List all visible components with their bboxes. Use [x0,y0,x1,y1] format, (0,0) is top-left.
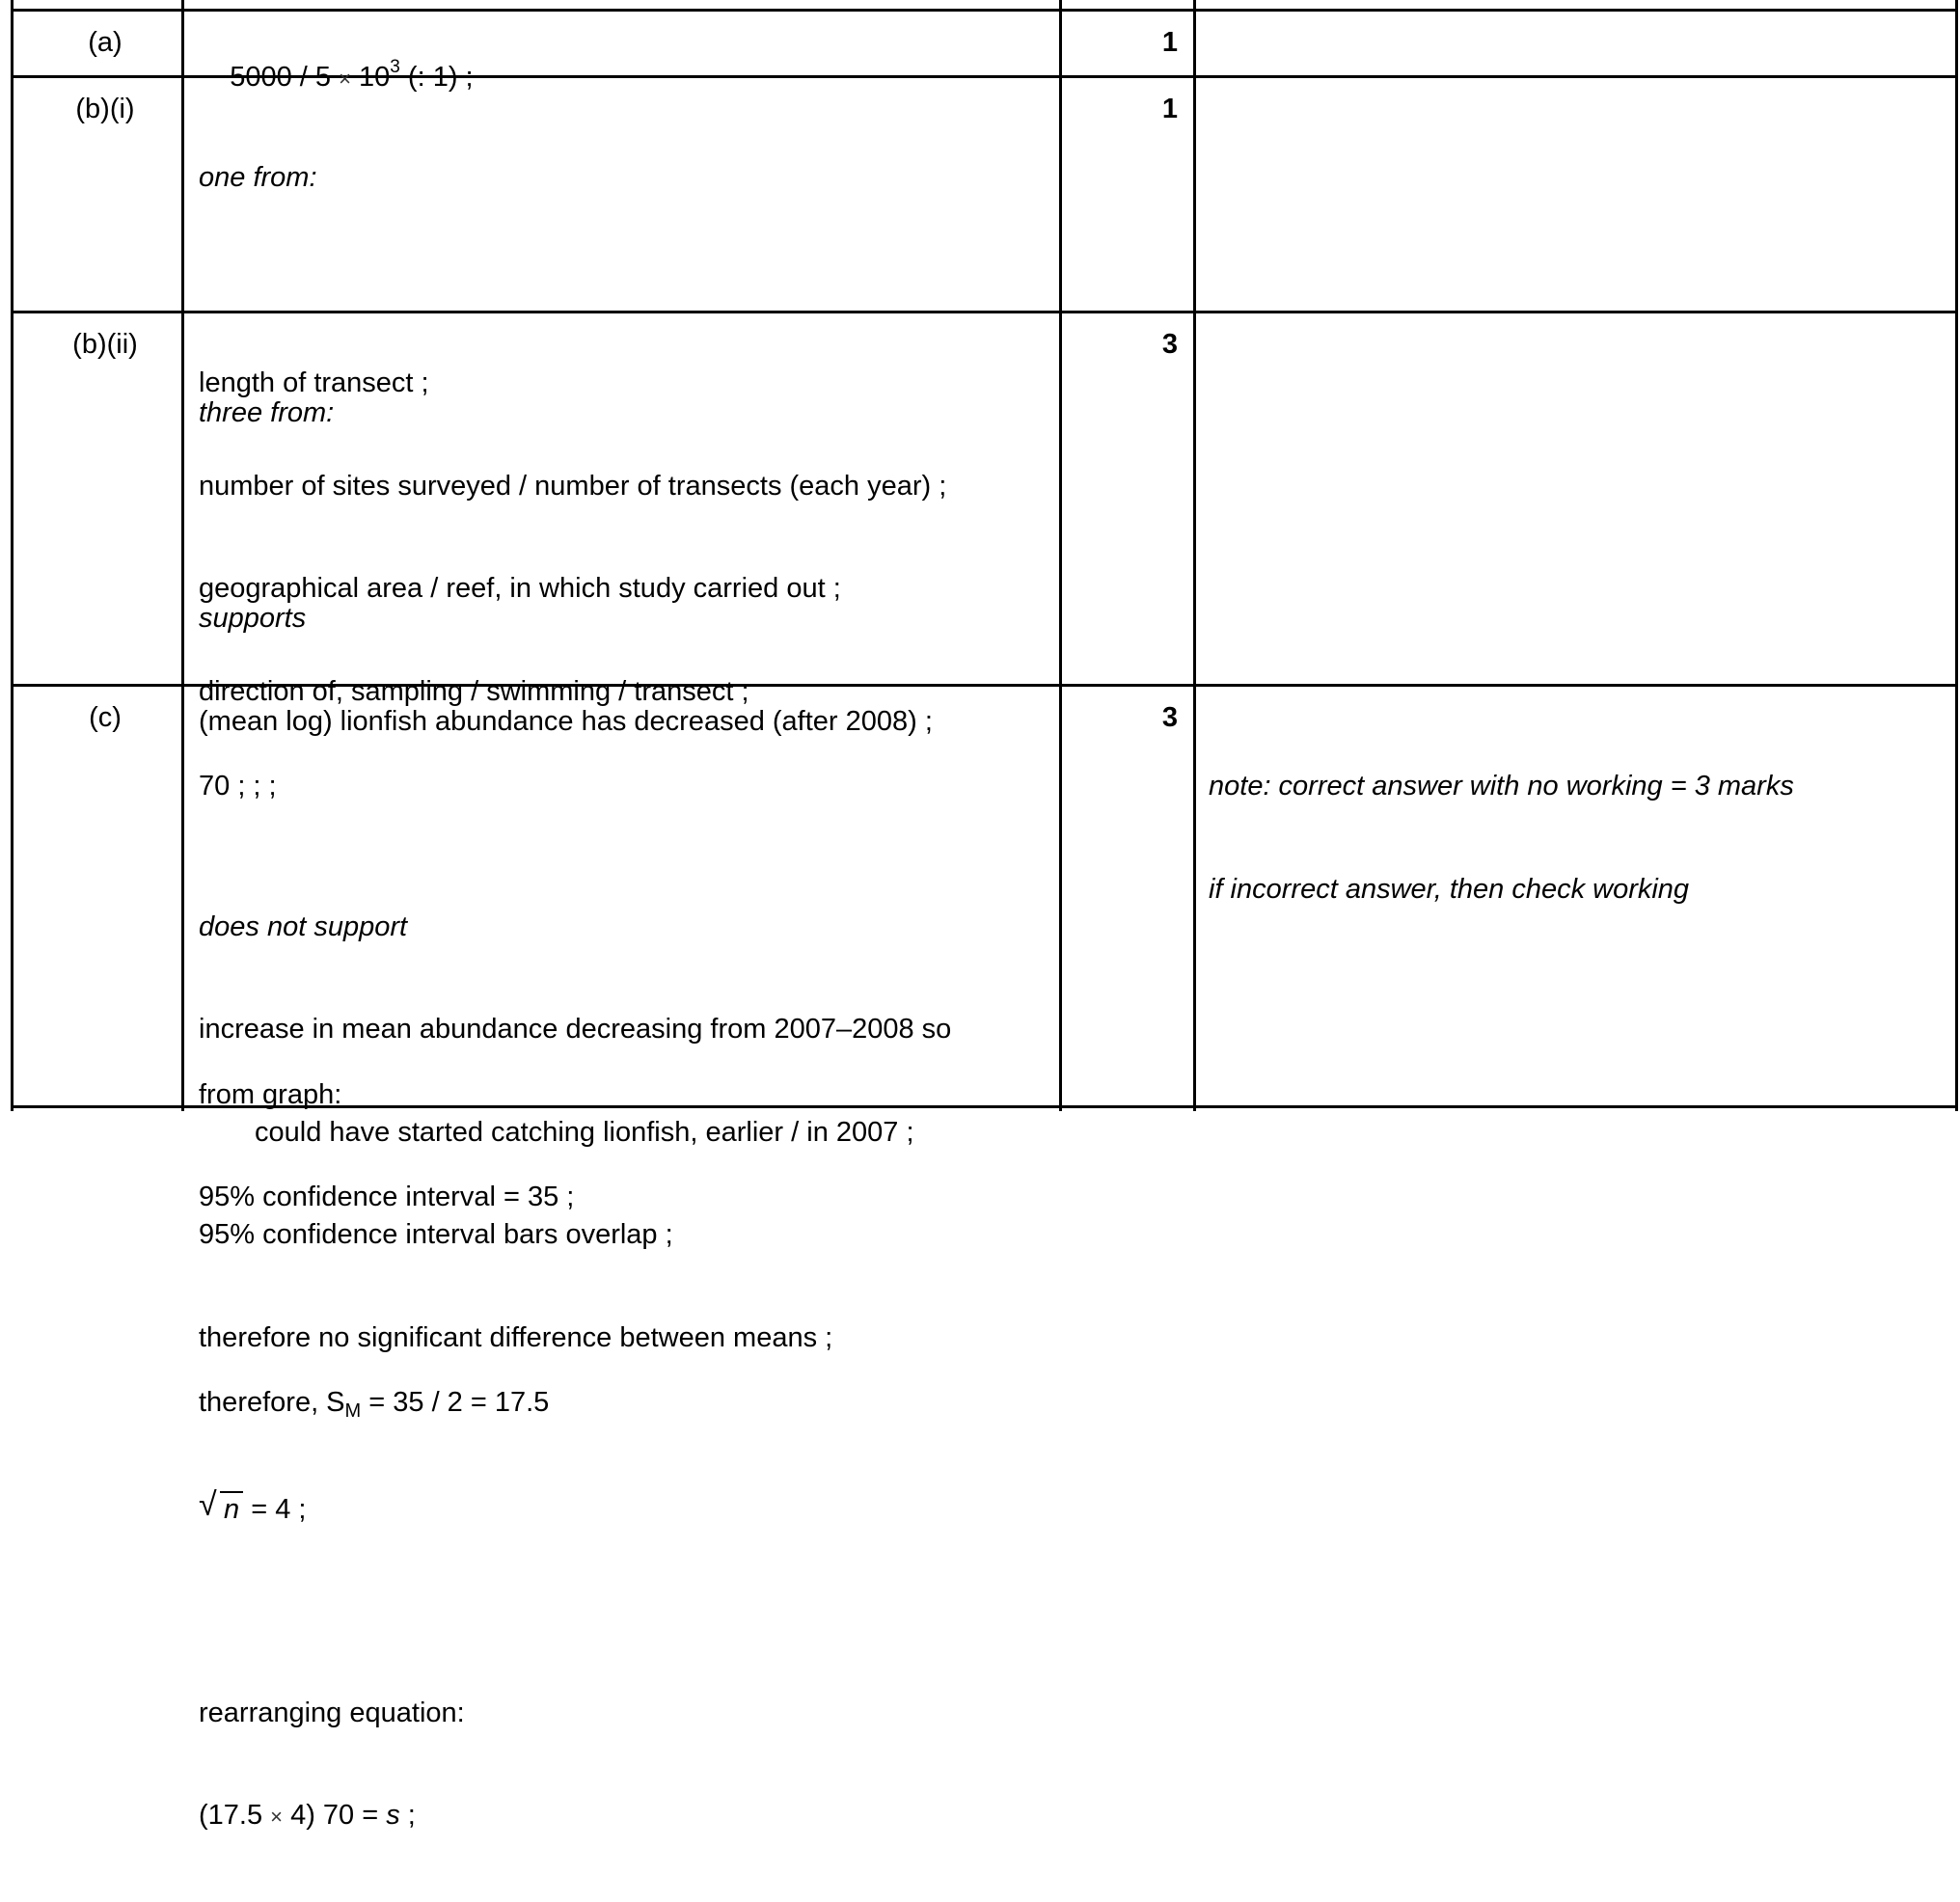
spacer [199,873,574,908]
square-root-icon: √ n [199,1491,243,1528]
note-line: if incorrect answer, then check working [1209,873,1690,905]
answer-line [199,1485,574,1534]
mark-value: 1 [1161,94,1178,124]
answer-subheading: supports [199,603,307,634]
mark-value: 3 [1161,702,1178,733]
table-right-border [1955,0,1958,1111]
subscript: M [344,1400,362,1422]
column-divider [1059,0,1062,1111]
answer-text: n [220,1491,243,1528]
answer-subheading: does not support [199,910,408,942]
answer-line: number of sites surveyed / number of transects (each year) ; [199,470,947,502]
answer-text: (17.5 [199,1800,271,1831]
answer-text: 10 [350,61,391,93]
answer-text: = 4 ; [243,1493,307,1525]
answer-line: 95% confidence interval bars overlap ; [199,1219,673,1250]
mark-value: 1 [1161,27,1178,58]
question-number: (c) [89,702,122,733]
spacer [199,975,574,1010]
answer-line: from graph: [199,1078,342,1110]
answer-text: therefore, S [199,1387,345,1418]
spacer [199,1602,574,1628]
column-divider [181,0,184,1111]
table-top-border [11,9,1958,12]
question-number: (b)(i) [75,94,135,124]
answer-line: length of transect ; [199,367,429,398]
answer-heading: one from: [199,162,317,193]
question-number: (b)(ii) [72,329,138,360]
answer-line [199,1799,574,1834]
spacer [199,264,946,299]
spacer [199,1284,574,1318]
note-line: note: correct answer with no working = 3 marks [1209,771,1794,802]
answer-text: 4) 70 = [283,1800,387,1831]
answer-line [199,1386,574,1421]
answer-text: s [386,1800,400,1831]
answer-text: 5000 / 5 [230,61,340,93]
answer-line: 95% confidence interval = 35 ; [199,1182,575,1212]
answer-line: could have started catching lionfish, earlier / in 2007 ; [255,1116,914,1148]
notes-cell [1209,701,1794,975]
spacer [199,500,951,534]
answer-line: geographical area / reef, in which study carried out ; [199,573,841,604]
answer-line: 70 ; ; ; [199,771,277,802]
answer-line: increase in mean abundance decreasing from 2007–2008 so [199,1014,952,1045]
answer-text: ; [399,1800,416,1831]
exponent: 3 [390,56,400,77]
mark-value: 3 [1161,329,1178,360]
question-number: (a) [88,27,122,58]
top-tick [1059,0,1062,10]
answer-line: therefore no significant difference between means ; [199,1321,833,1353]
answer-cell [199,701,574,1902]
multiply-sign: × [339,66,351,91]
answer-line: rearranging equation: [199,1697,465,1728]
answer-heading: three from: [199,397,335,428]
answer-line: (mean log) lionfish abundance has decreased (after 2008) ; [199,705,933,737]
answer-text: (: 1) ; [399,61,474,93]
column-divider [1193,0,1196,1111]
table-left-border [11,0,14,1111]
answer-text: = 35 / 2 = 17.5 [361,1387,550,1418]
multiply-sign: × [270,1805,284,1829]
answer-line: direction of, sampling / swimming / transect ; [199,675,749,707]
